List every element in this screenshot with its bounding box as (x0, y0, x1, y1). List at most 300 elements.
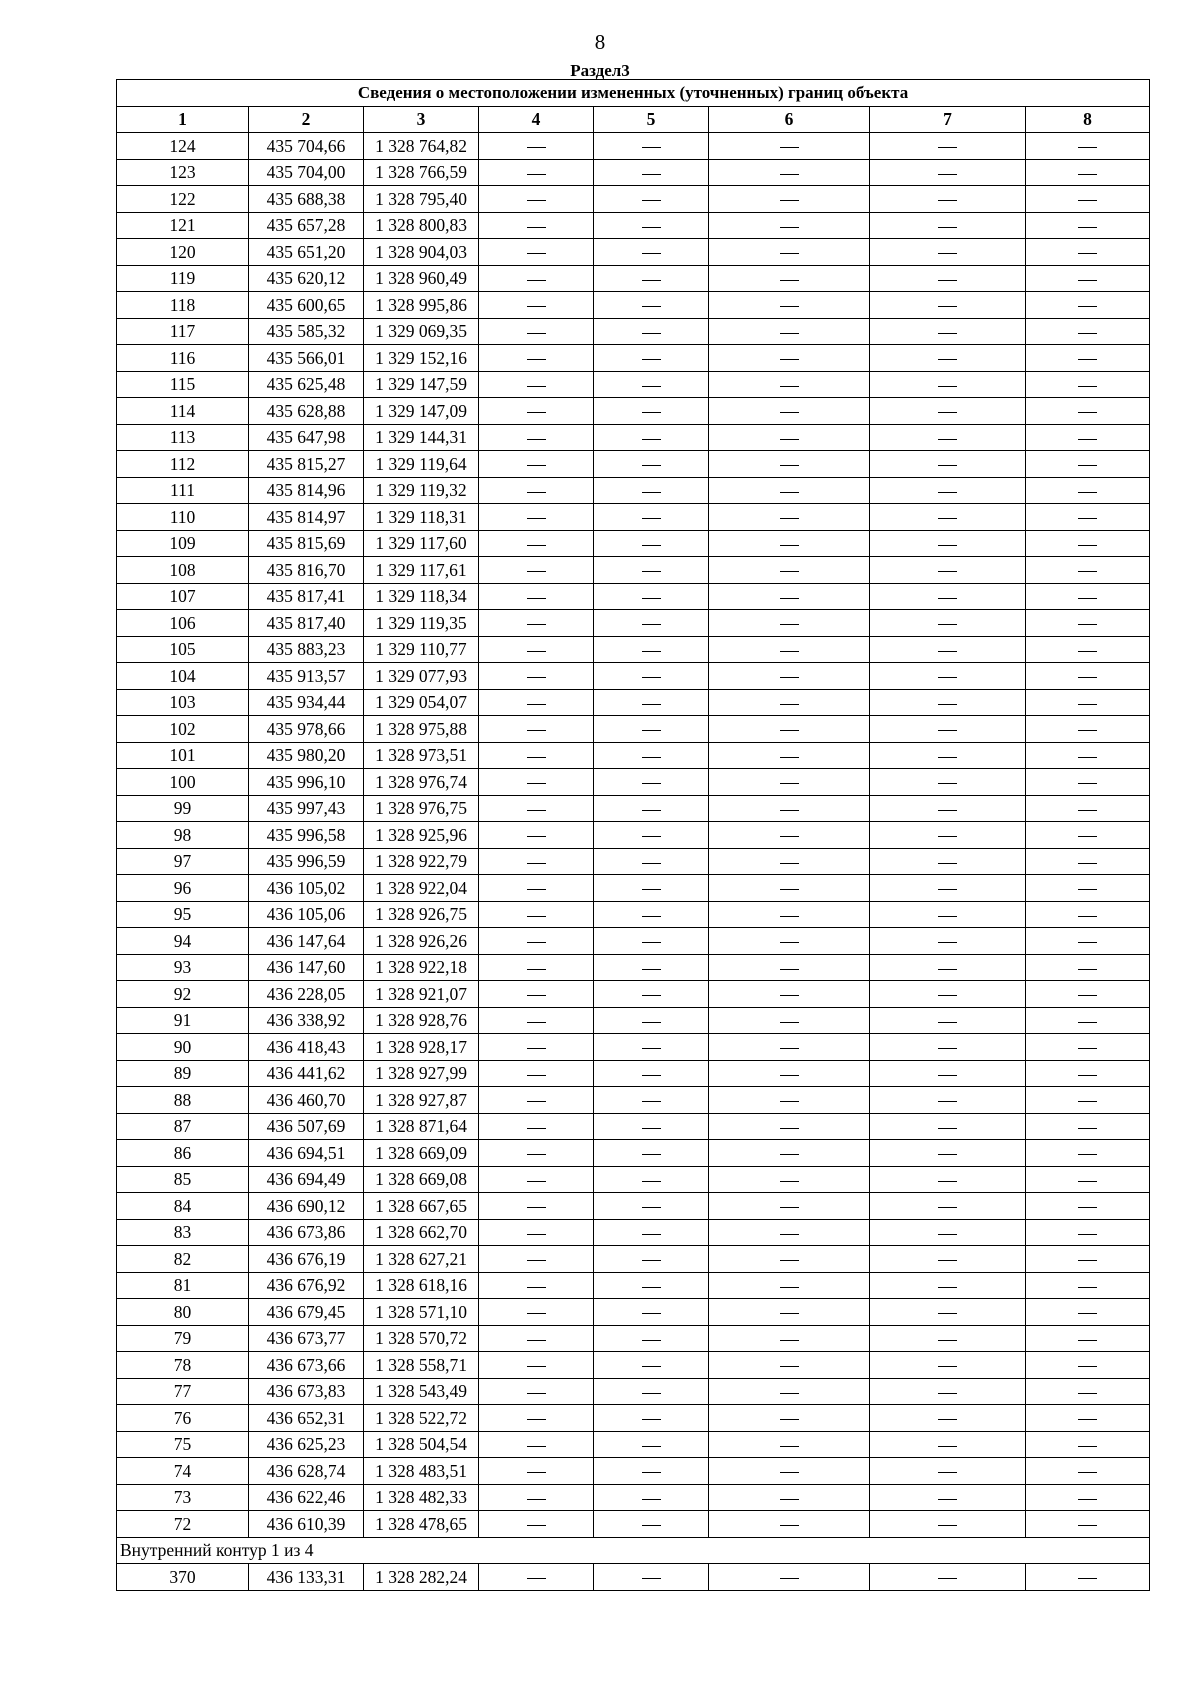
empty-value-dash (642, 200, 661, 201)
empty-cell (1026, 1564, 1150, 1591)
x-coordinate-cell: 435 647,98 (249, 424, 364, 451)
empty-cell (1026, 530, 1150, 557)
empty-value-dash (780, 889, 799, 890)
empty-cell (594, 239, 709, 266)
empty-value-dash (527, 359, 546, 360)
empty-value-dash (642, 1446, 661, 1447)
empty-cell (1026, 477, 1150, 504)
empty-cell (709, 1405, 870, 1432)
empty-cell (870, 928, 1026, 955)
y-coordinate-cell: 1 328 976,75 (364, 795, 479, 822)
point-number-cell: 99 (117, 795, 249, 822)
empty-value-dash (780, 704, 799, 705)
empty-value-dash (642, 1154, 661, 1155)
empty-cell (1026, 901, 1150, 928)
empty-cell (870, 822, 1026, 849)
empty-value-dash (1078, 465, 1097, 466)
empty-cell (870, 292, 1026, 319)
empty-value-dash (780, 916, 799, 917)
empty-value-dash (938, 465, 957, 466)
empty-cell (709, 1458, 870, 1485)
empty-value-dash (780, 1181, 799, 1182)
y-coordinate-cell: 1 328 669,08 (364, 1166, 479, 1193)
empty-value-dash (527, 174, 546, 175)
empty-value-dash (642, 333, 661, 334)
table-row (117, 212, 1150, 239)
empty-value-dash (780, 253, 799, 254)
table-row (117, 424, 1150, 451)
empty-cell (709, 663, 870, 690)
table-row (117, 689, 1150, 716)
empty-cell (709, 1113, 870, 1140)
x-coordinate-cell: 435 996,58 (249, 822, 364, 849)
empty-cell (709, 1166, 870, 1193)
empty-cell (479, 371, 594, 398)
empty-cell (709, 159, 870, 186)
empty-cell (594, 610, 709, 637)
empty-value-dash (527, 518, 546, 519)
x-coordinate-cell: 435 815,27 (249, 451, 364, 478)
empty-cell (479, 1484, 594, 1511)
empty-cell (870, 1484, 1026, 1511)
column-header: 5 (594, 106, 709, 133)
empty-cell (709, 504, 870, 531)
empty-cell (870, 795, 1026, 822)
empty-cell (870, 239, 1026, 266)
empty-value-dash (1078, 1234, 1097, 1235)
empty-value-dash (780, 465, 799, 466)
empty-value-dash (642, 1128, 661, 1129)
empty-value-dash (527, 969, 546, 970)
empty-value-dash (642, 147, 661, 148)
empty-value-dash (938, 942, 957, 943)
x-coordinate-cell: 436 679,45 (249, 1299, 364, 1326)
empty-value-dash (1078, 757, 1097, 758)
empty-cell (709, 451, 870, 478)
empty-value-dash (527, 730, 546, 731)
empty-cell (870, 1140, 1026, 1167)
empty-value-dash (938, 1207, 957, 1208)
empty-value-dash (1078, 1287, 1097, 1288)
empty-value-dash (780, 1499, 799, 1500)
empty-value-dash (780, 651, 799, 652)
y-coordinate-cell: 1 328 483,51 (364, 1458, 479, 1485)
empty-cell (479, 292, 594, 319)
empty-cell (870, 1007, 1026, 1034)
y-coordinate-cell: 1 328 795,40 (364, 186, 479, 213)
empty-value-dash (780, 1366, 799, 1367)
empty-value-dash (527, 1287, 546, 1288)
x-coordinate-cell: 436 105,02 (249, 875, 364, 902)
empty-value-dash (780, 280, 799, 281)
empty-value-dash (1078, 863, 1097, 864)
y-coordinate-cell: 1 328 921,07 (364, 981, 479, 1008)
empty-value-dash (938, 1022, 957, 1023)
empty-value-dash (527, 253, 546, 254)
table-row (117, 1087, 1150, 1114)
y-coordinate-cell: 1 328 669,09 (364, 1140, 479, 1167)
table-row (117, 133, 1150, 160)
empty-cell (1026, 1007, 1150, 1034)
empty-value-dash (1078, 227, 1097, 228)
empty-cell (479, 1113, 594, 1140)
empty-cell (479, 504, 594, 531)
y-coordinate-cell: 1 328 871,64 (364, 1113, 479, 1140)
table-row (117, 875, 1150, 902)
empty-cell (709, 318, 870, 345)
empty-cell (1026, 981, 1150, 1008)
x-coordinate-cell: 435 817,41 (249, 583, 364, 610)
empty-value-dash (938, 1340, 957, 1341)
x-coordinate-cell: 435 996,59 (249, 848, 364, 875)
empty-cell (709, 1511, 870, 1538)
empty-cell (594, 345, 709, 372)
empty-cell (870, 742, 1026, 769)
x-coordinate-cell: 436 676,19 (249, 1246, 364, 1273)
empty-cell (479, 663, 594, 690)
empty-cell (709, 928, 870, 955)
empty-cell (870, 477, 1026, 504)
empty-cell (870, 1431, 1026, 1458)
empty-cell (709, 133, 870, 160)
empty-cell (479, 1034, 594, 1061)
empty-value-dash (642, 412, 661, 413)
empty-value-dash (938, 518, 957, 519)
empty-value-dash (1078, 836, 1097, 837)
table-row (117, 1405, 1150, 1432)
x-coordinate-cell: 436 147,64 (249, 928, 364, 955)
empty-cell (479, 265, 594, 292)
empty-cell (594, 186, 709, 213)
point-number-cell: 105 (117, 636, 249, 663)
empty-value-dash (1078, 942, 1097, 943)
empty-value-dash (1078, 1022, 1097, 1023)
empty-cell (594, 875, 709, 902)
empty-cell (870, 1352, 1026, 1379)
x-coordinate-cell: 436 676,92 (249, 1272, 364, 1299)
point-number-cell: 82 (117, 1246, 249, 1273)
empty-value-dash (780, 518, 799, 519)
empty-value-dash (780, 1128, 799, 1129)
empty-value-dash (527, 1419, 546, 1420)
empty-cell (1026, 1405, 1150, 1432)
point-number-cell: 124 (117, 133, 249, 160)
point-number-cell: 106 (117, 610, 249, 637)
empty-value-dash (642, 995, 661, 996)
empty-cell (594, 1113, 709, 1140)
empty-value-dash (642, 677, 661, 678)
empty-value-dash (780, 942, 799, 943)
y-coordinate-cell: 1 329 119,32 (364, 477, 479, 504)
table-body (117, 133, 1150, 1538)
empty-cell (594, 371, 709, 398)
empty-cell (594, 1352, 709, 1379)
empty-cell (870, 769, 1026, 796)
empty-value-dash (642, 651, 661, 652)
empty-cell (1026, 848, 1150, 875)
empty-value-dash (642, 1101, 661, 1102)
table-row (117, 371, 1150, 398)
table-row (117, 398, 1150, 425)
y-coordinate-cell: 1 328 927,87 (364, 1087, 479, 1114)
empty-value-dash (527, 1260, 546, 1261)
table-row (117, 583, 1150, 610)
empty-value-dash (1078, 677, 1097, 678)
empty-value-dash (780, 1101, 799, 1102)
x-coordinate-cell: 436 694,49 (249, 1166, 364, 1193)
empty-cell (594, 1378, 709, 1405)
table-row (117, 795, 1150, 822)
empty-cell (1026, 133, 1150, 160)
y-coordinate-cell: 1 328 928,17 (364, 1034, 479, 1061)
empty-cell (870, 159, 1026, 186)
empty-value-dash (780, 386, 799, 387)
table-row (117, 1431, 1150, 1458)
empty-cell (709, 981, 870, 1008)
empty-value-dash (780, 1234, 799, 1235)
empty-value-dash (1078, 1048, 1097, 1049)
empty-cell (479, 1299, 594, 1326)
empty-value-dash (780, 1154, 799, 1155)
empty-value-dash (1078, 624, 1097, 625)
empty-cell (1026, 345, 1150, 372)
x-coordinate-cell: 435 816,70 (249, 557, 364, 584)
page-number: 8 (594, 30, 606, 54)
empty-cell (1026, 1113, 1150, 1140)
empty-value-dash (527, 1446, 546, 1447)
table-row (117, 954, 1150, 981)
empty-cell (594, 689, 709, 716)
empty-value-dash (642, 174, 661, 175)
y-coordinate-cell: 1 328 570,72 (364, 1325, 479, 1352)
empty-cell (709, 954, 870, 981)
empty-cell (1026, 239, 1150, 266)
empty-cell (1026, 689, 1150, 716)
empty-value-dash (938, 863, 957, 864)
empty-value-dash (642, 571, 661, 572)
empty-cell (1026, 822, 1150, 849)
column-header: 8 (1026, 106, 1150, 133)
empty-cell (594, 1219, 709, 1246)
table-row (117, 769, 1150, 796)
empty-value-dash (1078, 1525, 1097, 1526)
empty-cell (870, 265, 1026, 292)
empty-cell (870, 371, 1026, 398)
empty-cell (709, 292, 870, 319)
empty-value-dash (780, 359, 799, 360)
point-number-cell: 119 (117, 265, 249, 292)
table-row (117, 159, 1150, 186)
empty-cell (594, 1325, 709, 1352)
x-coordinate-cell: 436 628,74 (249, 1458, 364, 1485)
empty-cell (709, 1087, 870, 1114)
point-number-cell: 83 (117, 1219, 249, 1246)
empty-cell (479, 1140, 594, 1167)
empty-cell (594, 1431, 709, 1458)
empty-value-dash (780, 995, 799, 996)
point-number-cell: 96 (117, 875, 249, 902)
empty-cell (709, 1484, 870, 1511)
empty-cell (594, 981, 709, 1008)
empty-value-dash (527, 147, 546, 148)
empty-cell (594, 1034, 709, 1061)
x-coordinate-cell: 435 980,20 (249, 742, 364, 769)
table-row (117, 1060, 1150, 1087)
empty-cell (1026, 636, 1150, 663)
empty-value-dash (1078, 810, 1097, 811)
empty-value-dash (527, 1366, 546, 1367)
empty-value-dash (938, 730, 957, 731)
empty-cell (479, 424, 594, 451)
empty-cell (870, 610, 1026, 637)
table-row (117, 610, 1150, 637)
point-number-cell: 78 (117, 1352, 249, 1379)
empty-value-dash (938, 1260, 957, 1261)
empty-cell (479, 1166, 594, 1193)
y-coordinate-cell: 1 328 960,49 (364, 265, 479, 292)
empty-value-dash (938, 916, 957, 917)
empty-value-dash (938, 1472, 957, 1473)
empty-cell (870, 1193, 1026, 1220)
empty-cell (1026, 1378, 1150, 1405)
y-coordinate-cell: 1 328 904,03 (364, 239, 479, 266)
point-number-cell: 94 (117, 928, 249, 955)
empty-value-dash (527, 889, 546, 890)
empty-value-dash (642, 598, 661, 599)
empty-cell (870, 186, 1026, 213)
empty-value-dash (1078, 1366, 1097, 1367)
empty-value-dash (780, 1048, 799, 1049)
empty-cell (870, 1564, 1026, 1591)
x-coordinate-cell: 435 600,65 (249, 292, 364, 319)
empty-cell (1026, 398, 1150, 425)
y-coordinate-cell: 1 329 054,07 (364, 689, 479, 716)
empty-value-dash (1078, 1340, 1097, 1341)
empty-value-dash (780, 227, 799, 228)
empty-value-dash (527, 1340, 546, 1341)
table-row (117, 345, 1150, 372)
table-row (117, 663, 1150, 690)
empty-value-dash (527, 333, 546, 334)
empty-value-dash (642, 810, 661, 811)
empty-cell (709, 186, 870, 213)
x-coordinate-cell: 435 651,20 (249, 239, 364, 266)
empty-value-dash (938, 1048, 957, 1049)
empty-cell (709, 1034, 870, 1061)
empty-cell (709, 1431, 870, 1458)
empty-cell (709, 875, 870, 902)
empty-value-dash (780, 1287, 799, 1288)
empty-cell (870, 1060, 1026, 1087)
empty-cell (709, 371, 870, 398)
empty-value-dash (938, 1181, 957, 1182)
empty-value-dash (642, 280, 661, 281)
empty-value-dash (527, 1154, 546, 1155)
table-row (117, 928, 1150, 955)
table-row (117, 901, 1150, 928)
x-coordinate-cell: 436 418,43 (249, 1034, 364, 1061)
empty-value-dash (642, 1181, 661, 1182)
table-row (117, 1166, 1150, 1193)
empty-value-dash (642, 757, 661, 758)
table-row (117, 1219, 1150, 1246)
empty-value-dash (642, 545, 661, 546)
table-row (117, 848, 1150, 875)
empty-cell (594, 1511, 709, 1538)
empty-cell (1026, 1193, 1150, 1220)
column-header: 3 (364, 106, 479, 133)
empty-value-dash (938, 200, 957, 201)
empty-value-dash (780, 200, 799, 201)
empty-value-dash (780, 1472, 799, 1473)
point-number-cell: 92 (117, 981, 249, 1008)
empty-cell (709, 795, 870, 822)
empty-value-dash (780, 333, 799, 334)
empty-value-dash (938, 1499, 957, 1500)
empty-cell (709, 1325, 870, 1352)
empty-cell (479, 1352, 594, 1379)
empty-value-dash (527, 1207, 546, 1208)
point-number-cell: 88 (117, 1087, 249, 1114)
empty-cell (1026, 1299, 1150, 1326)
empty-value-dash (527, 1525, 546, 1526)
empty-value-dash (642, 916, 661, 917)
empty-cell (709, 1272, 870, 1299)
x-coordinate-cell: 435 657,28 (249, 212, 364, 239)
x-coordinate-cell: 436 133,31 (249, 1564, 364, 1591)
empty-value-dash (527, 1128, 546, 1129)
empty-value-dash (642, 1419, 661, 1420)
empty-cell (870, 1219, 1026, 1246)
empty-value-dash (938, 359, 957, 360)
y-coordinate-cell: 1 328 927,99 (364, 1060, 479, 1087)
empty-value-dash (1078, 1207, 1097, 1208)
empty-value-dash (1078, 518, 1097, 519)
point-number-cell: 74 (117, 1458, 249, 1485)
empty-cell (479, 1087, 594, 1114)
empty-cell (709, 265, 870, 292)
y-coordinate-cell: 1 328 928,76 (364, 1007, 479, 1034)
empty-value-dash (642, 942, 661, 943)
empty-cell (594, 769, 709, 796)
empty-cell (479, 1564, 594, 1591)
empty-cell (479, 822, 594, 849)
empty-cell (479, 1458, 594, 1485)
empty-value-dash (642, 624, 661, 625)
point-number-cell: 115 (117, 371, 249, 398)
empty-cell (479, 1325, 594, 1352)
y-coordinate-cell: 1 328 522,72 (364, 1405, 479, 1432)
x-coordinate-cell: 435 688,38 (249, 186, 364, 213)
x-coordinate-cell: 436 673,77 (249, 1325, 364, 1352)
empty-value-dash (938, 624, 957, 625)
empty-value-dash (1078, 1419, 1097, 1420)
empty-cell (870, 530, 1026, 557)
empty-value-dash (780, 492, 799, 493)
empty-cell (594, 822, 709, 849)
empty-value-dash (642, 1525, 661, 1526)
empty-cell (709, 689, 870, 716)
empty-cell (594, 1458, 709, 1485)
empty-cell (479, 186, 594, 213)
empty-cell (1026, 318, 1150, 345)
table-row (117, 1564, 1150, 1591)
x-coordinate-cell: 436 673,83 (249, 1378, 364, 1405)
empty-value-dash (780, 757, 799, 758)
empty-value-dash (642, 1499, 661, 1500)
empty-value-dash (1078, 492, 1097, 493)
empty-cell (479, 769, 594, 796)
